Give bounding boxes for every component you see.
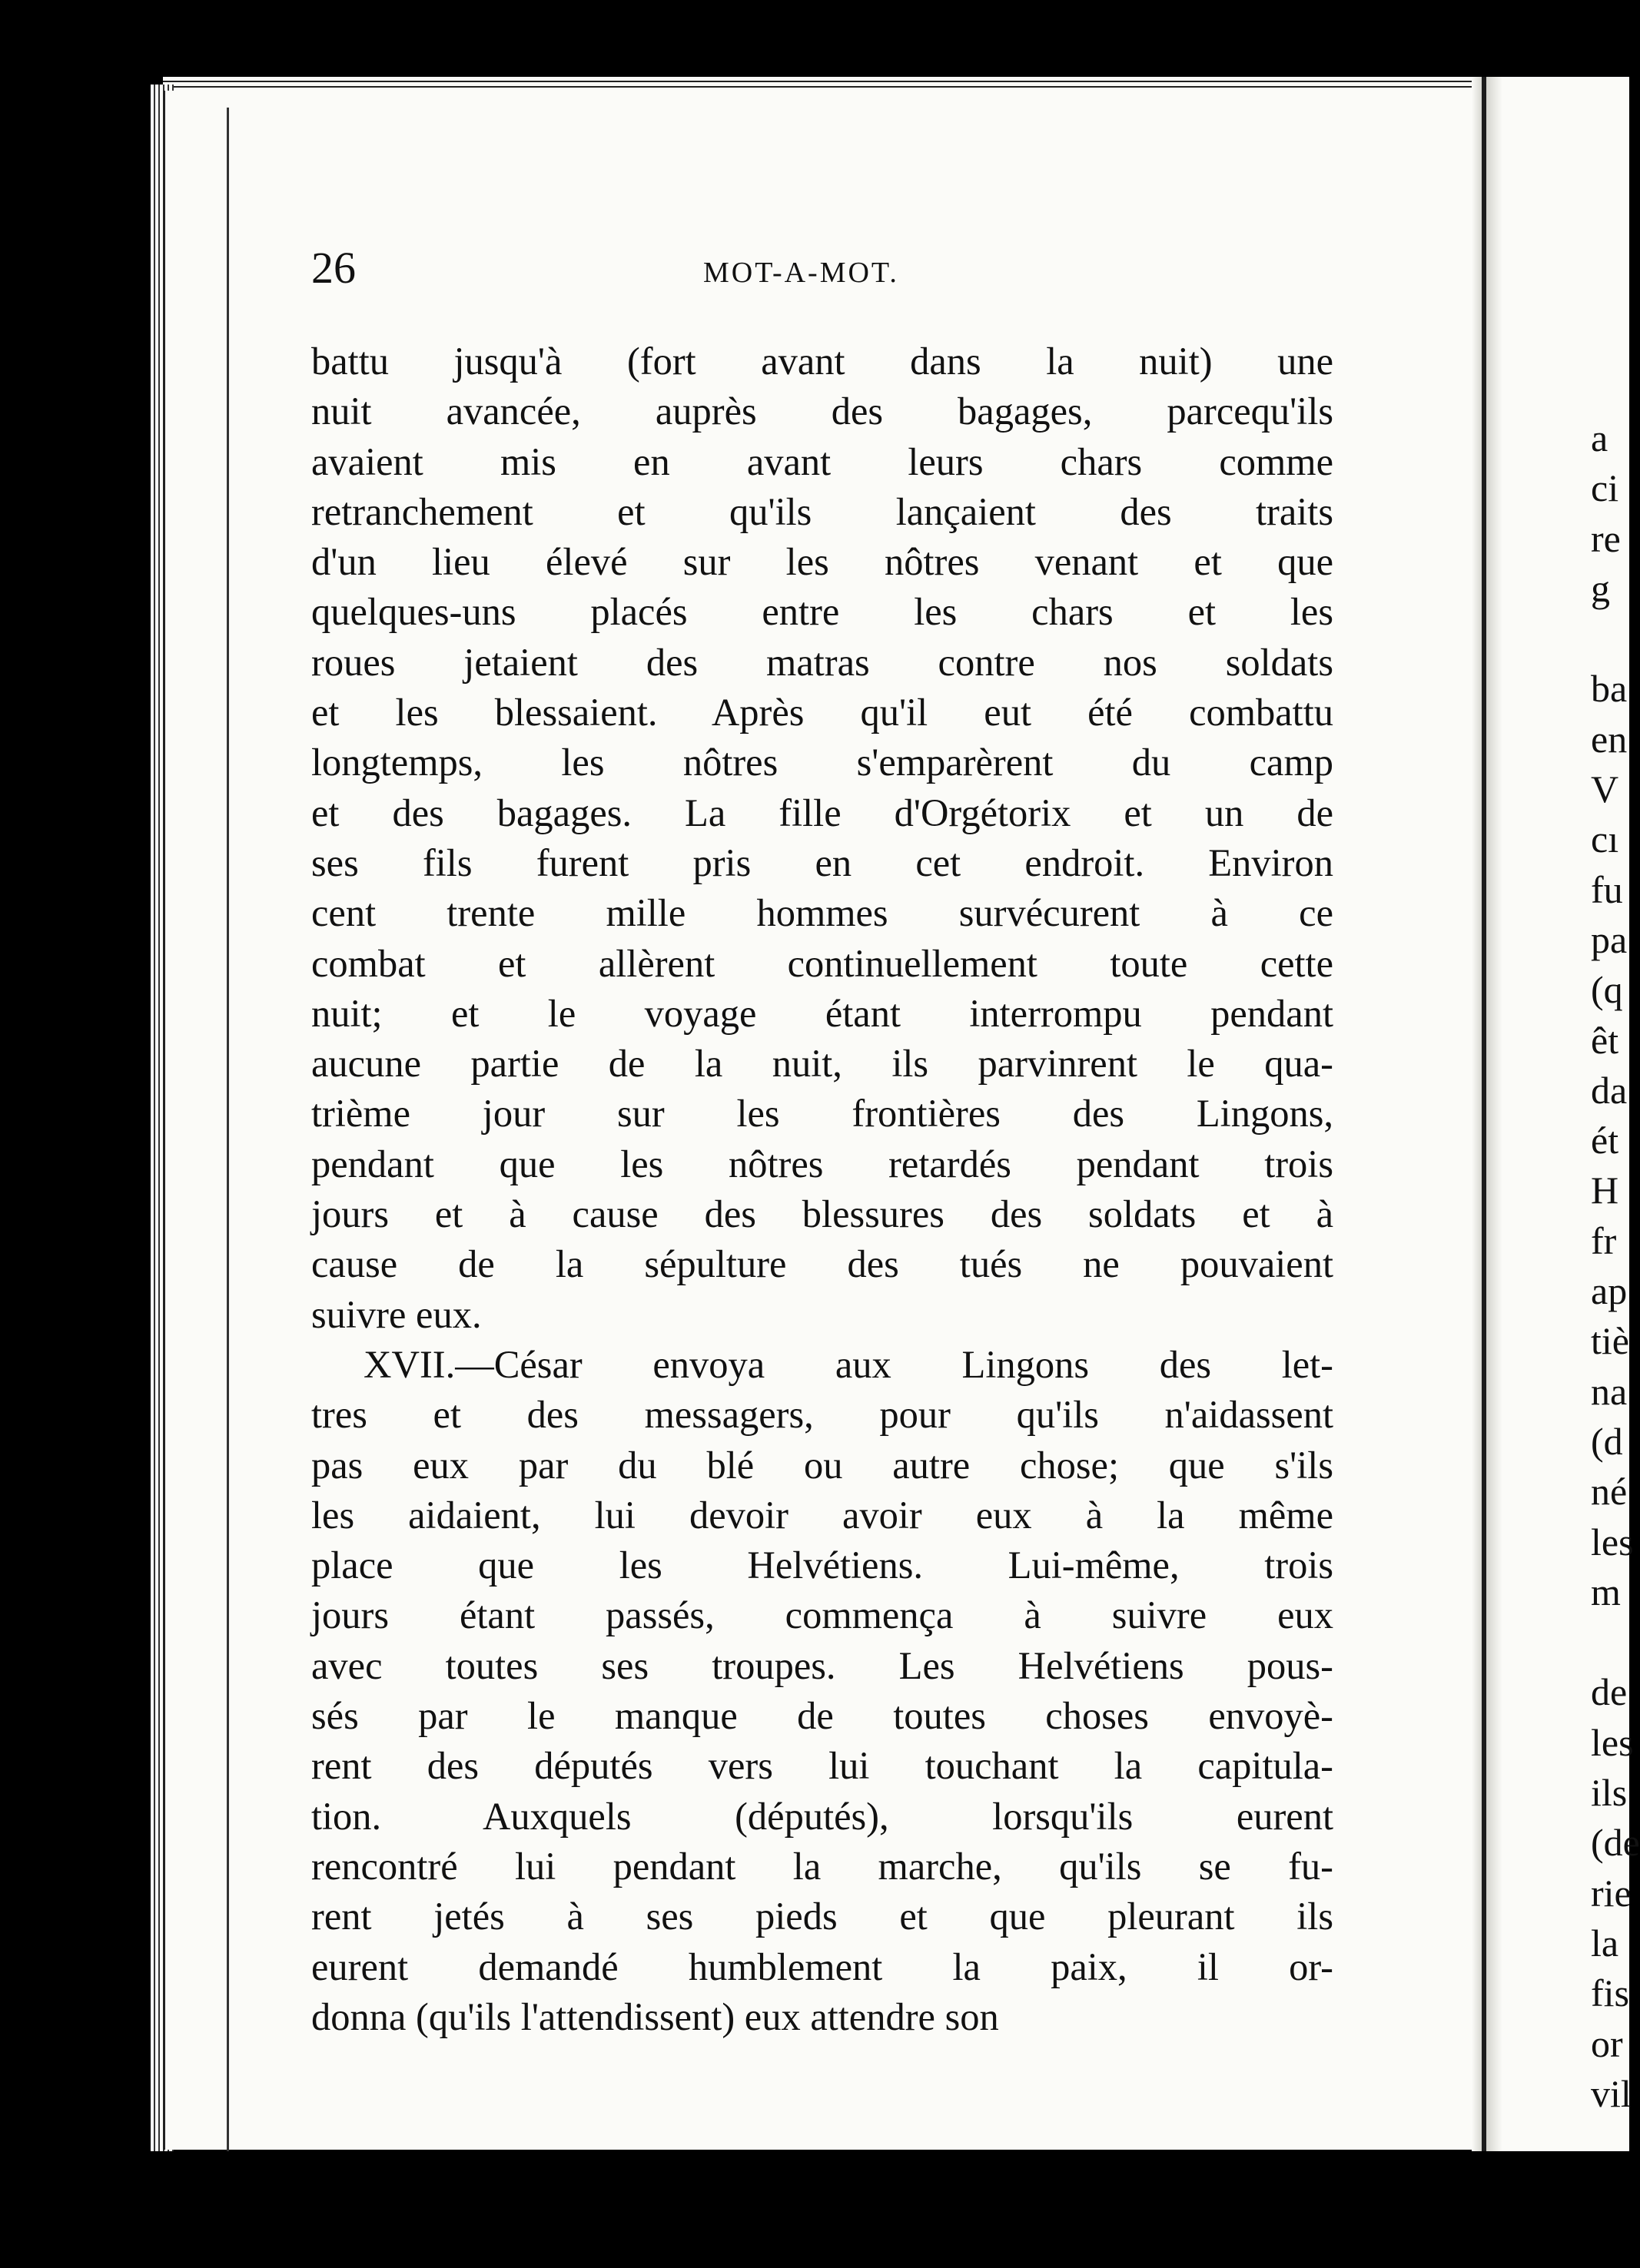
right-page-fragment: ba: [1591, 667, 1628, 711]
text-line: eurent demandé humblement la paix, il or-: [311, 1945, 1333, 1988]
text-line: ses fils furent pris en cet endroit. Environ: [311, 841, 1333, 884]
text-line: jours étant passés, commença à suivre eux: [311, 1593, 1333, 1637]
right-page-fragment: (de: [1591, 1821, 1640, 1865]
right-page-fragment: de: [1591, 1670, 1628, 1714]
right-page-fragment: êt: [1591, 1018, 1619, 1062]
right-page-fragment: or: [1591, 2021, 1623, 2065]
page-number: 26: [311, 243, 356, 293]
right-page-fragment: [1591, 1617, 1640, 1667]
right-page-fragment: pa: [1591, 917, 1628, 961]
right-page-fragment: fis: [1591, 1971, 1629, 2015]
text-line: retranchement et qu'ils lançaient des traits: [311, 489, 1333, 533]
text-line: avaient mis en avant leurs chars comme: [311, 439, 1333, 483]
gutter-binding-line: [1482, 77, 1486, 2151]
text-line: trième jour sur les frontières des Lingons,: [311, 1092, 1333, 1136]
text-line: longtemps, les nôtres s'emparèrent du camp: [311, 741, 1333, 784]
right-page-fragment: tiè: [1591, 1319, 1629, 1363]
text-line: roues jetaient des matras contre nos soldats: [311, 640, 1333, 684]
right-page-fragment: m: [1591, 1570, 1621, 1613]
right-page-fragment: ét: [1591, 1119, 1619, 1162]
text-line: cent trente mille hommes survécurent à ce: [311, 891, 1333, 935]
right-page-fragment: (d: [1591, 1419, 1623, 1463]
text-line: sés par le manque de toutes choses envoyè-: [311, 1694, 1333, 1738]
text-line: place que les Helvétiens. Lui-même, trois: [311, 1544, 1333, 1587]
page-margin-rule: [227, 108, 229, 2151]
text-line: avec toutes ses troupes. Les Helvétiens pous-: [311, 1643, 1333, 1687]
right-page-text-fragments: [1591, 413, 1640, 2119]
text-line: quelques-uns placés entre les chars et les: [311, 590, 1333, 634]
page-header: [311, 242, 1333, 296]
text-line: rencontré lui pendant la marche, qu'ils se fu-: [311, 1844, 1333, 1888]
right-page-fragment: ils: [1591, 1771, 1628, 1815]
right-page-fragment: fr: [1591, 1219, 1617, 1262]
right-page-fragment: en: [1591, 717, 1628, 761]
right-page: [1502, 77, 1640, 2151]
text-line: et des bagages. La fille d'Orgétorix et un de: [311, 791, 1333, 834]
text-line: donna (qu'ils l'attendissent) eux attendre son: [311, 1994, 999, 2038]
text-line: suivre eux.: [311, 1292, 482, 1336]
right-page-fragment: V: [1591, 768, 1619, 811]
right-page-fragment: fu: [1591, 867, 1623, 911]
right-page-fragment: vil: [1591, 2071, 1632, 2115]
text-line: tres et des messagers, pour qu'ils n'aidassent: [311, 1393, 1333, 1437]
running-title: MOT-A-MOT.: [703, 257, 899, 289]
book-gutter: [1472, 77, 1502, 2151]
right-page-fragment: na: [1591, 1369, 1628, 1413]
text-line: combat et allèrent continuellement toute cette: [311, 941, 1333, 985]
text-line: les aidaient, lui devoir avoir eux à la même: [311, 1493, 1333, 1537]
text-line: rent des députés vers lui touchant la capitula-: [311, 1744, 1333, 1788]
text-line: battu jusqu'à (fort avant dans la nuit) une: [311, 340, 1333, 383]
text-line: et les blessaient. Après qu'il eut été combattu: [311, 691, 1333, 734]
text-line: pas eux par du blé ou autre chose; que s'ils: [311, 1443, 1333, 1487]
right-page-fragment: (q: [1591, 968, 1623, 1012]
right-page-fragment: les: [1591, 1520, 1634, 1563]
text-line: d'un lieu élevé sur les nôtres venant et que: [311, 540, 1333, 584]
right-page-fragment: a: [1591, 416, 1608, 459]
right-page-fragment: [1591, 614, 1640, 664]
text-line: nuit avancée, auprès des bagages, parcequ'ils: [311, 390, 1333, 433]
text-line: tion. Auxquels (députés), lorsqu'ils eurent: [311, 1794, 1333, 1838]
text-line: cause de la sépulture des tués ne pouvaient: [311, 1242, 1333, 1286]
right-page-fragment: rie: [1591, 1871, 1632, 1915]
right-page-fragment: les: [1591, 1720, 1634, 1764]
text-line: XVII.—César envoya aux Lingons des let-: [364, 1342, 1333, 1386]
right-page-fragment: né: [1591, 1470, 1628, 1514]
text-line: rent jetés à ses pieds et que pleurant ils: [311, 1895, 1333, 1938]
right-page-fragment: ci: [1591, 466, 1619, 510]
body-text: [311, 337, 1333, 2042]
right-page-fragment: H: [1591, 1169, 1619, 1212]
right-page-fragment: la: [1591, 1921, 1619, 1965]
right-page-fragment: re: [1591, 516, 1621, 560]
right-page-fragment: ap: [1591, 1269, 1628, 1313]
right-page-fragment: cı: [1591, 817, 1619, 861]
text-line: pendant que les nôtres retardés pendant trois: [311, 1142, 1333, 1185]
scan-bottom-border: [0, 2151, 1629, 2268]
text-line: aucune partie de la nuit, ils parvinrent le qua-: [311, 1042, 1333, 1086]
right-page-fragment: da: [1591, 1068, 1628, 1112]
text-line: nuit; et le voyage étant interrompu pendant: [311, 991, 1333, 1035]
text-line: jours et à cause des blessures des soldats et à: [311, 1192, 1333, 1236]
right-page-fragment: g: [1591, 566, 1610, 610]
